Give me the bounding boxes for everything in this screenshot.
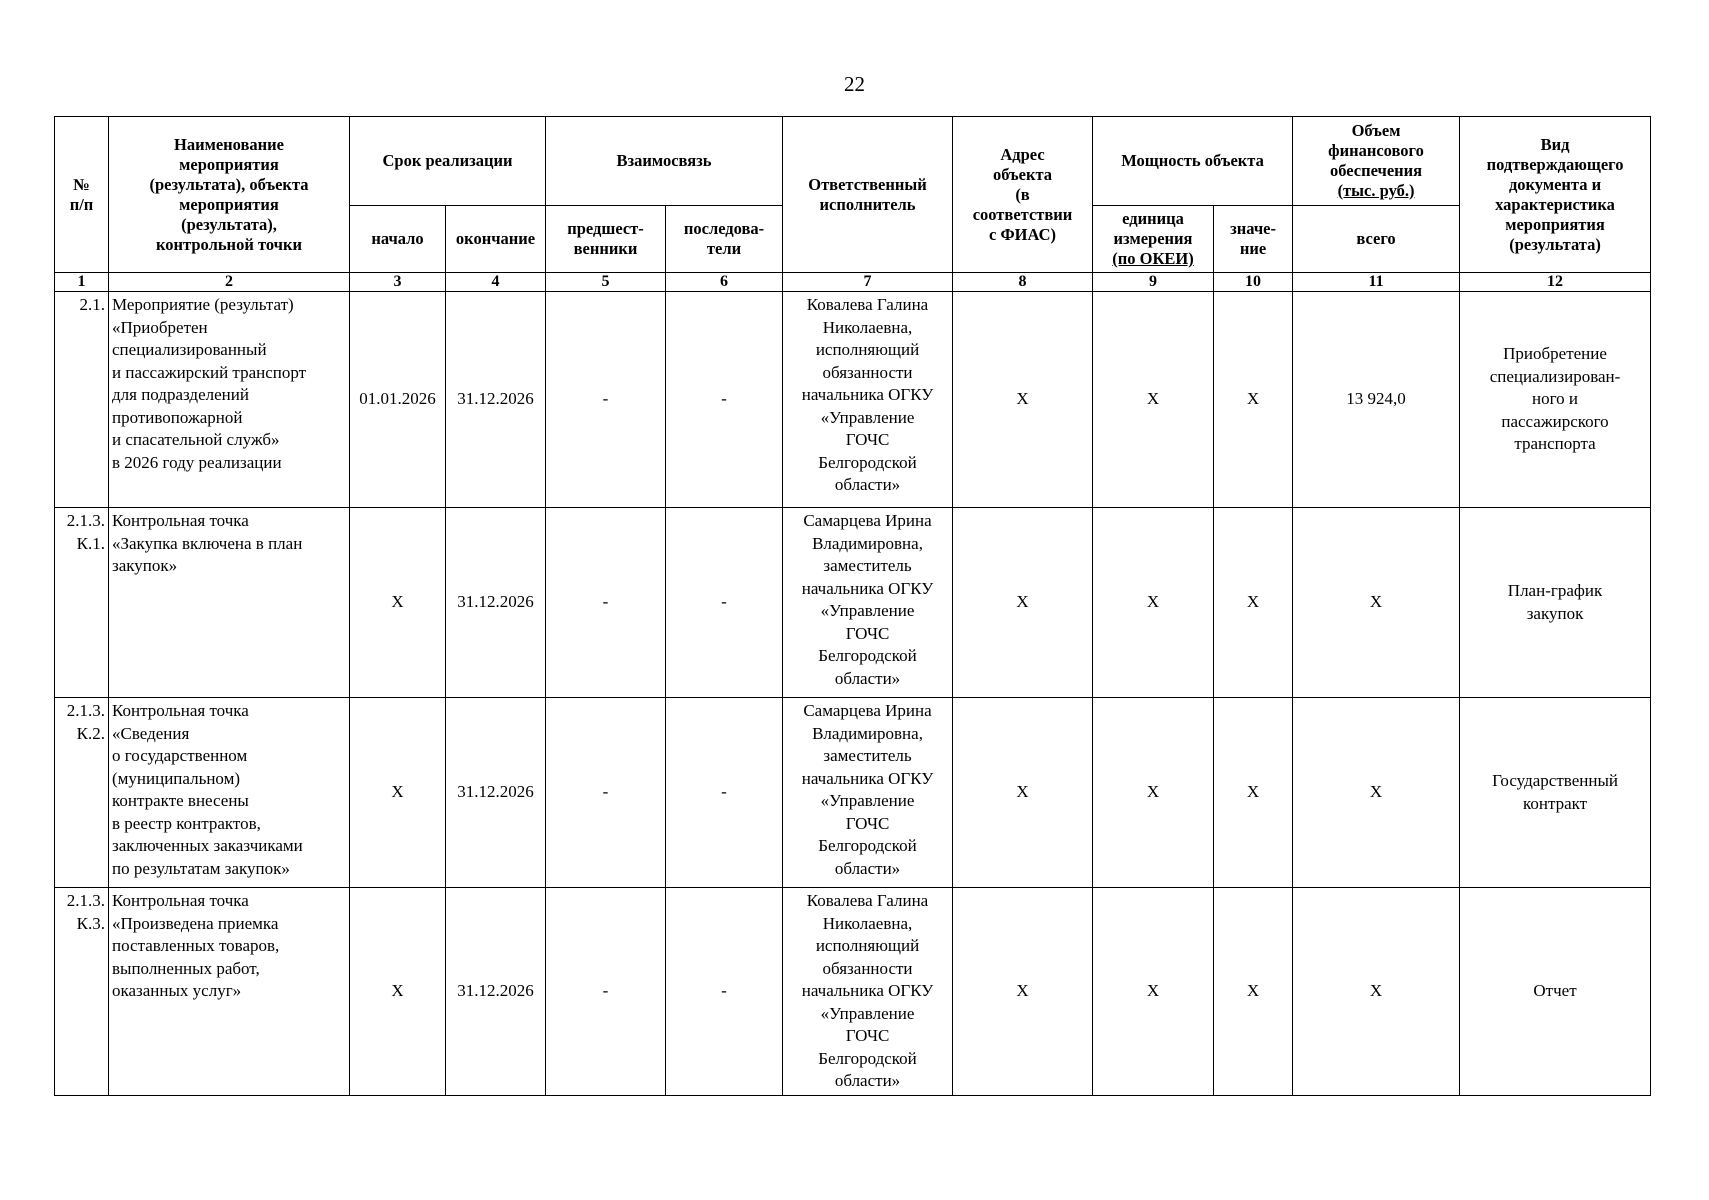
row-unit: Х <box>1093 888 1214 1096</box>
row-responsible-line: начальника ОГКУ <box>801 981 934 1000</box>
row-responsible-line: ГОЧС <box>845 623 890 643</box>
header-line: с ФИАС) <box>989 224 1056 244</box>
header-line: соответствии <box>972 204 1073 224</box>
header-col-10 <box>1214 206 1293 273</box>
row-end-date: 31.12.2026 <box>446 292 546 508</box>
row-responsible-line: области» <box>834 668 901 688</box>
row-total: Х <box>1293 888 1460 1096</box>
row-number-line: К.2. <box>76 723 105 743</box>
table-row <box>55 292 1651 508</box>
header-col-12 <box>1460 117 1651 273</box>
row-responsible-line: области» <box>834 475 901 494</box>
column-number: 10 <box>1214 273 1293 292</box>
column-number: 9 <box>1093 273 1214 292</box>
header-col-2 <box>109 117 350 273</box>
row-document-line: Приобретение <box>1503 344 1607 364</box>
header-line: Адрес <box>1000 144 1045 164</box>
row-name-line: «Произведена приемка <box>112 913 279 933</box>
row-address: Х <box>953 888 1093 1096</box>
row-responsible-line: исполняющий <box>815 936 920 955</box>
row-responsible-line: заместитель <box>823 556 912 575</box>
header-line: тели <box>706 239 742 258</box>
row-successors: - <box>666 888 783 1096</box>
row-predecessors: - <box>546 698 666 888</box>
row-responsible-line: начальника ОГКУ <box>801 385 934 404</box>
table-row <box>55 888 1651 1096</box>
row-name-line: оказанных услуг» <box>112 981 242 1000</box>
row-unit: Х <box>1093 292 1214 508</box>
row-start-date: Х <box>350 888 446 1096</box>
column-number: 1 <box>55 273 109 292</box>
row-responsible-line: Самарцева Ирина <box>803 511 932 530</box>
row-responsible <box>783 292 953 508</box>
row-responsible-line: Белгородской <box>818 646 917 665</box>
header-line: Наименование <box>174 134 284 154</box>
header-line: последова- <box>683 219 765 238</box>
row-value: Х <box>1214 888 1293 1096</box>
row-responsible-line: области» <box>834 858 901 878</box>
header-line: мероприятия <box>179 154 279 174</box>
column-number: 3 <box>350 273 446 292</box>
page-number: 22 <box>844 72 865 96</box>
row-responsible-line: ГОЧС <box>845 1026 890 1045</box>
row-responsible-line: Самарцева Ирина <box>803 701 932 720</box>
table-body <box>55 292 1651 1096</box>
row-successors: - <box>666 292 783 508</box>
row-number <box>55 508 109 698</box>
row-number-line: 2.1.3. <box>66 891 105 910</box>
row-responsible <box>783 698 953 888</box>
header-line: ние <box>1239 239 1267 258</box>
row-number <box>55 698 109 888</box>
header-line: (результата), <box>181 214 277 234</box>
row-name-line: Контрольная точка <box>112 701 249 720</box>
header-moshnost-group: Мощность объекта <box>1093 117 1293 206</box>
row-start-date: Х <box>350 508 446 698</box>
header-line: документа и <box>1508 174 1602 194</box>
row-responsible-line: Белгородской <box>818 1048 917 1068</box>
header-line: мероприятия <box>179 194 279 214</box>
row-document <box>1460 292 1651 508</box>
row-responsible-line: «Управление <box>820 407 915 427</box>
row-document <box>1460 508 1651 698</box>
row-name <box>109 888 350 1096</box>
row-end-date: 31.12.2026 <box>446 698 546 888</box>
row-document-line: специализирован- <box>1489 366 1621 386</box>
row-responsible-line: исполняющий <box>815 340 920 359</box>
header-line: Ответственный <box>808 174 927 194</box>
row-responsible-line: ГОЧС <box>845 430 890 449</box>
row-end-date: 31.12.2026 <box>446 508 546 698</box>
row-name-line: противопожарной <box>112 407 243 427</box>
column-number-row <box>55 273 1651 292</box>
header-col-7 <box>783 117 953 273</box>
table-row <box>55 698 1651 888</box>
header-line: измерения <box>1113 229 1193 248</box>
row-document-line: транспорта <box>1514 434 1596 454</box>
row-name-line: Контрольная точка <box>112 511 249 530</box>
header-line: Вид <box>1540 134 1570 154</box>
row-responsible-line: Ковалева Галина <box>806 295 929 314</box>
row-responsible-line: «Управление <box>820 601 915 620</box>
header-line: мероприятия <box>1505 214 1605 234</box>
header-line: № <box>73 174 90 194</box>
row-name-line: Контрольная точка <box>112 891 249 910</box>
row-responsible-line: начальника ОГКУ <box>801 578 934 598</box>
column-number: 4 <box>446 273 546 292</box>
row-responsible-line: области» <box>834 1071 901 1090</box>
row-value: Х <box>1214 508 1293 698</box>
plan-table <box>54 116 1651 1096</box>
row-responsible-line: Николаевна, <box>822 913 913 933</box>
row-successors: - <box>666 508 783 698</box>
row-unit: Х <box>1093 698 1214 888</box>
row-name <box>109 698 350 888</box>
row-value: Х <box>1214 292 1293 508</box>
header-col-11-group <box>1293 117 1460 206</box>
row-value: Х <box>1214 698 1293 888</box>
row-document-line: Государственный <box>1492 771 1618 790</box>
header-col-5 <box>546 206 666 273</box>
header-col-8 <box>953 117 1093 273</box>
row-responsible-line: начальника ОГКУ <box>801 768 934 788</box>
row-name-line: поставленных товаров, <box>112 936 280 955</box>
row-address: Х <box>953 698 1093 888</box>
row-document-line: ного и <box>1532 389 1579 409</box>
row-total: 13 924,0 <box>1293 292 1460 508</box>
header-line: венники <box>573 239 638 258</box>
header-line: подтверждающего <box>1486 154 1624 174</box>
row-responsible-line: «Управление <box>820 1003 915 1023</box>
header-line: характеристика <box>1495 194 1615 214</box>
row-responsible-line: ГОЧС <box>845 813 890 833</box>
row-name-line: Мероприятие (результат) <box>112 295 294 314</box>
row-number-line: К.3. <box>76 913 105 933</box>
row-name-line: по результатам закупок» <box>112 858 290 878</box>
header-line: (в <box>1015 184 1030 204</box>
row-responsible-line: Ковалева Галина <box>806 891 929 910</box>
row-number-line: К.1. <box>76 533 105 553</box>
row-predecessors: - <box>546 508 666 698</box>
row-number <box>55 292 109 508</box>
row-name-line: и спасательной служб» <box>112 430 280 449</box>
header-col-11: всего <box>1293 206 1460 273</box>
row-responsible-line: Владимировна, <box>812 723 923 743</box>
column-number: 12 <box>1460 273 1651 292</box>
header-col-9 <box>1093 206 1214 273</box>
column-number: 5 <box>546 273 666 292</box>
header-line: п/п <box>69 194 94 214</box>
header-line: единица <box>1122 209 1184 228</box>
row-name-line: специализированный <box>112 340 267 359</box>
row-name-line: «Закупка включена в план <box>112 533 303 553</box>
row-document-line: пассажирского <box>1501 411 1609 431</box>
column-number: 7 <box>783 273 953 292</box>
header-line: (результата) <box>1509 234 1601 254</box>
row-responsible-line: Владимировна, <box>812 533 923 553</box>
header-line: контрольной точки <box>156 234 302 254</box>
row-document-line: контракт <box>1522 793 1588 813</box>
row-name-line: закупок» <box>112 556 178 575</box>
header-line: (тыс. руб.) <box>1337 181 1415 200</box>
row-number-line: 2.1.3. <box>66 511 105 530</box>
row-total: Х <box>1293 508 1460 698</box>
row-start-date: 01.01.2026 <box>350 292 446 508</box>
row-name-line: о государственном <box>112 746 248 765</box>
row-number-line: 2.1.3. <box>66 701 105 720</box>
header-line: обеспечения <box>1329 161 1423 180</box>
row-total: Х <box>1293 698 1460 888</box>
header-line: Объем <box>1351 121 1401 140</box>
row-name-line: (муниципальном) <box>112 768 241 788</box>
row-name-line: в реестр контрактов, <box>112 813 261 833</box>
header-col-4: окончание <box>446 206 546 273</box>
column-number: 11 <box>1293 273 1460 292</box>
row-name-line: для подразделений <box>112 385 249 404</box>
row-document-line: Отчет <box>1533 981 1577 1000</box>
row-name-line: «Приобретен <box>112 317 208 337</box>
column-number: 6 <box>666 273 783 292</box>
row-document-line: План-график <box>1507 581 1603 600</box>
column-number: 8 <box>953 273 1093 292</box>
header-line: предшест- <box>567 219 644 238</box>
header-col-6 <box>666 206 783 273</box>
header-line: финансового <box>1328 141 1424 160</box>
row-successors: - <box>666 698 783 888</box>
row-name-line: выполненных работ, <box>112 958 260 978</box>
row-number <box>55 888 109 1096</box>
row-responsible-line: обязанности <box>822 362 913 382</box>
row-responsible-line: заместитель <box>823 746 912 765</box>
row-name <box>109 292 350 508</box>
header-col-3: начало <box>350 206 446 273</box>
header-col-1 <box>55 117 109 273</box>
row-responsible <box>783 508 953 698</box>
row-name-line: «Сведения <box>112 723 190 743</box>
row-address: Х <box>953 508 1093 698</box>
row-responsible-line: Белгородской <box>818 452 917 472</box>
row-responsible-line: Николаевна, <box>822 317 913 337</box>
row-responsible <box>783 888 953 1096</box>
row-document-line: закупок <box>1526 603 1584 623</box>
header-row-1 <box>55 117 1651 206</box>
row-responsible-line: Белгородской <box>818 836 917 855</box>
header-line: (по ОКЕИ) <box>1112 249 1194 268</box>
row-document <box>1460 698 1651 888</box>
row-end-date: 31.12.2026 <box>446 888 546 1096</box>
row-responsible-line: «Управление <box>820 791 915 810</box>
header-srok-group: Срок реализации <box>350 117 546 206</box>
row-start-date: Х <box>350 698 446 888</box>
row-number-line: 2.1. <box>79 295 105 314</box>
header-line: (результата), объекта <box>149 174 309 194</box>
row-name-line: в 2026 году реализации <box>112 452 282 472</box>
row-document <box>1460 888 1651 1096</box>
row-name <box>109 508 350 698</box>
header-line: значе- <box>1230 219 1276 238</box>
row-predecessors: - <box>546 292 666 508</box>
row-name-line: и пассажирский транспорт <box>112 362 307 382</box>
table-row <box>55 508 1651 698</box>
column-number: 2 <box>109 273 350 292</box>
row-unit: Х <box>1093 508 1214 698</box>
row-responsible-line: обязанности <box>822 958 913 978</box>
row-name-line: контракте внесены <box>112 791 249 810</box>
row-predecessors: - <box>546 888 666 1096</box>
header-line: исполнитель <box>819 194 916 214</box>
row-address: Х <box>953 292 1093 508</box>
row-name-line: заключенных заказчиками <box>112 836 303 855</box>
header-line: объекта <box>992 164 1053 184</box>
header-vzaimosvyaz-group: Взаимосвязь <box>546 117 783 206</box>
